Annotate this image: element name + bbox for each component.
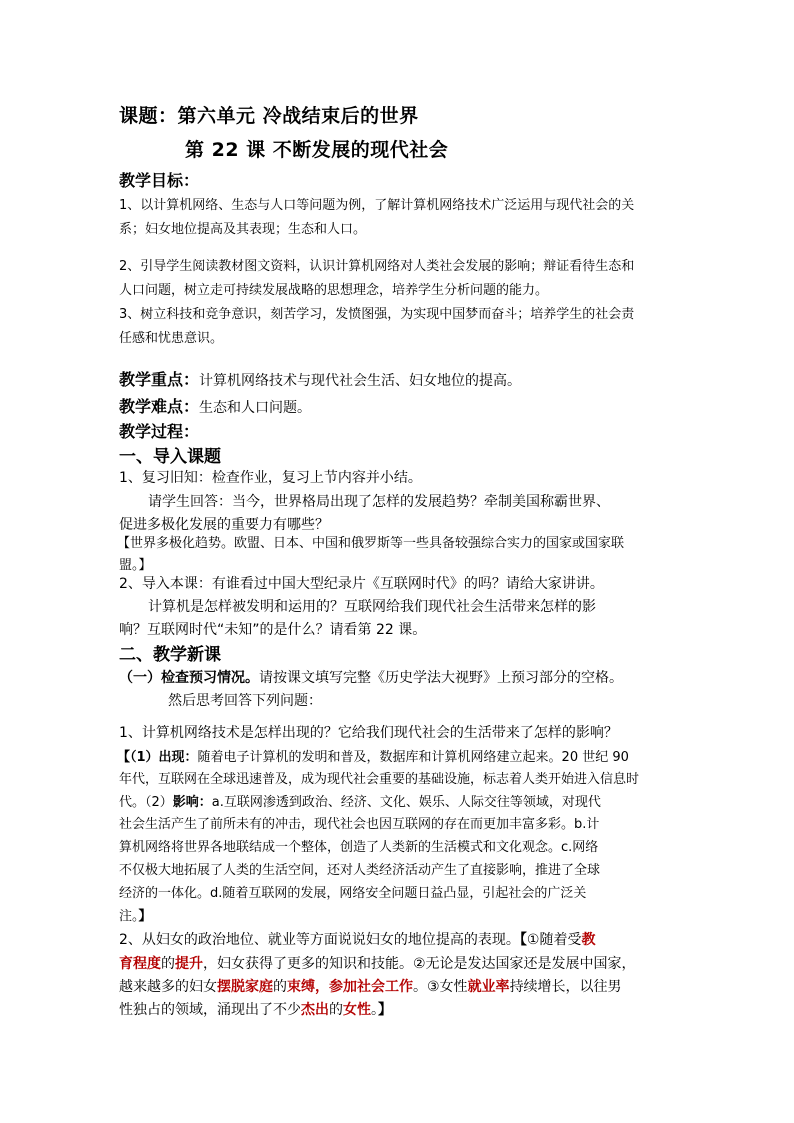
answer-2-line-4-c: 的 bbox=[329, 1002, 343, 1018]
lesson-title: 第 22 课 不断发展的现代社会 bbox=[185, 139, 449, 161]
intro-heading: 一、导入课题 bbox=[119, 447, 221, 467]
preview-line-1 bbox=[119, 667, 623, 687]
answer-1-line-8-a: 注。 bbox=[119, 909, 139, 924]
question-2-line-1 bbox=[119, 929, 595, 949]
difficulty-label: 教学难点： bbox=[119, 397, 200, 416]
answer-2-line-3-c: 的 bbox=[273, 979, 287, 995]
answer-1-line-6: 不仅极大地拓展了人类的生活空间，还对人类经济活动产生了直接影响，推进了全球 bbox=[119, 863, 601, 878]
answer-2-line-3-g: 。③女性 bbox=[413, 979, 468, 995]
answer-1-line-2: 年代，互联网在全球迅速普及，成为现代社会重要的基础设施，标志着人类开始进入信息时 bbox=[119, 772, 640, 787]
answer-2-open-bracket: 【 bbox=[519, 932, 527, 948]
answer-2-keyword-level: 育程度 bbox=[119, 956, 161, 972]
objective-2-line-2: 人口问题，树立走可持续发展战略的思想理念，培养学生分析问题的能力。 bbox=[119, 283, 549, 298]
answer-2-line-1-a: ①随着受 bbox=[526, 932, 582, 948]
answer-1-line-3-c: a.互联网渗透到政治、经济、文化、娱乐、人际交往等领域，对现代 bbox=[211, 795, 601, 810]
answer-1-line-3-a: 代。（2） bbox=[119, 795, 173, 810]
import-line-2: 计算机是怎样被发明和运用的？互联网给我们现代社会生活带来怎样的影 bbox=[148, 599, 596, 615]
objectives-heading: 教学目标： bbox=[119, 171, 200, 190]
answer-2-close-bracket: 】 bbox=[378, 1002, 392, 1018]
answer-2-keyword-social-work: 参加社会工作 bbox=[329, 979, 413, 995]
question-2-text: 2、从妇女的政治地位、就业等方面说说妇女的地位提高的表现。 bbox=[119, 932, 520, 948]
answer-2-keyword-rise: 提升 bbox=[175, 956, 203, 972]
key-point-label: 教学重点： bbox=[119, 370, 200, 389]
intro-review: 1、复习旧知：检查作业，复习上节内容并小结。 bbox=[119, 470, 422, 486]
answer-2-keyword-education: 教 bbox=[581, 932, 596, 948]
answer-1-line-3 bbox=[119, 791, 601, 810]
intro-question-line-1: 请学生回答：当今，世界格局出现了怎样的发展趋势？牵制美国称霸世界、 bbox=[148, 494, 610, 510]
answer-2-line-4-a: 性独占的领域，涌现出了不少 bbox=[119, 1002, 301, 1018]
answer-2-keyword-employment-rate: 就业率 bbox=[467, 979, 510, 995]
key-point-text: 计算机网络技术与现代社会生活、妇女地位的提高。 bbox=[199, 373, 522, 389]
objective-1-line-2: 系；妇女地位提高及其表现；生态和人口。 bbox=[119, 222, 367, 237]
answer-2-line-4-e: 。 bbox=[371, 1002, 378, 1018]
answer-1-line-8 bbox=[119, 905, 152, 924]
answer-2-keyword-escape-home: 摆脱家庭 bbox=[217, 979, 273, 995]
objective-3-line-2: 任感和忧患意识。 bbox=[119, 331, 224, 346]
answer-2-line-3-a: 越来越多的妇女 bbox=[119, 979, 217, 995]
question-1: 1、计算机网络技术是怎样出现的？它给我们现代社会的生活带来了怎样的影响？ bbox=[119, 725, 618, 741]
answer-2-keyword-outstanding: 杰出 bbox=[301, 1002, 329, 1018]
answer-2-keyword-women: 女性 bbox=[343, 1002, 371, 1018]
difficulty bbox=[119, 394, 311, 417]
answer-2-keyword-constraints: 束缚 bbox=[287, 979, 315, 995]
process-heading: 教学过程： bbox=[119, 422, 200, 441]
import-line-1: 2、导入本课：有谁看过中国大型纪录片《互联网时代》的吗？请给大家讲讲。 bbox=[119, 576, 604, 592]
preview-line-2: 然后思考回答下列问题： bbox=[168, 693, 322, 709]
answer-2-line-3-comma: ， bbox=[315, 979, 329, 995]
key-point bbox=[119, 367, 521, 390]
answer-2-line-2 bbox=[119, 953, 636, 973]
answer-1-line-1 bbox=[117, 746, 629, 765]
answer-1-close-bracket: 】 bbox=[138, 909, 152, 924]
answer-2-line-3-i: 持续增长，以往男 bbox=[509, 979, 622, 995]
answer-1-line-7: 经济的一体化。d.随着互联网的发展，网络安全问题日益凸显，引起社会的广泛关 bbox=[119, 886, 587, 901]
preview-label: （一）检查预习情况。 bbox=[119, 670, 259, 686]
objective-3-line-1: 3、树立科技和竞争意识，刻苦学习，发愤图强，为实现中国梦而奋斗；培养学生的社会责 bbox=[119, 307, 635, 322]
answer-1-impact-label: 影响： bbox=[172, 795, 212, 810]
intro-answer-line-2: 盟。】 bbox=[119, 558, 152, 573]
answer-2-line-2-b: 的 bbox=[161, 956, 175, 972]
answer-2-line-4 bbox=[119, 999, 392, 1019]
answer-1-emergence-label: 【（1）出现： bbox=[117, 750, 198, 765]
objective-1-line-1: 1、以计算机网络、生态与人口等问题为例，了解计算机网络技术广泛运用与现代社会的关 bbox=[119, 198, 635, 213]
import-line-3: 响？互联网时代“未知”的是什么？请看第 22 课。 bbox=[119, 622, 427, 638]
preview-instruction: 请按课文填写完整《历史学法大视野》上预习部分的空格。 bbox=[259, 670, 623, 686]
answer-1-line-5: 算机网络将世界各地联结成一个整体，创造了人类新的生活模式和文化观念。c.网络 bbox=[119, 840, 599, 855]
unit-title: 课题：第六单元 冷战结束后的世界 bbox=[119, 105, 419, 127]
answer-1-line-1-text: 随着电子计算机的发明和普及，数据库和计算机网络建立起来。20 世纪 90 bbox=[197, 750, 629, 765]
new-lesson-heading: 二、教学新课 bbox=[119, 645, 221, 665]
answer-2-line-2-d: ，妇女获得了更多的知识和技能。②无论是发达国家还是发展中国家， bbox=[203, 956, 636, 972]
intro-question-line-2: 促进多极化发展的重要力有哪些？ bbox=[119, 517, 329, 533]
answer-2-line-3 bbox=[119, 976, 622, 996]
answer-1-line-4: 社会生活产生了前所未有的冲击，现代社会也因互联网的存在而更加丰富多彩。b.计 bbox=[119, 817, 600, 832]
objective-2-line-1: 2、引导学生阅读教材图文资料，认识计算机网络对人类社会发展的影响；辩证看待生态和 bbox=[119, 259, 635, 274]
intro-answer-line-1: 【世界多极化趋势。欧盟、日本、中国和俄罗斯等一些具备较强综合实力的国家或国家联 bbox=[117, 536, 625, 551]
difficulty-text: 生态和人口问题。 bbox=[199, 400, 312, 416]
